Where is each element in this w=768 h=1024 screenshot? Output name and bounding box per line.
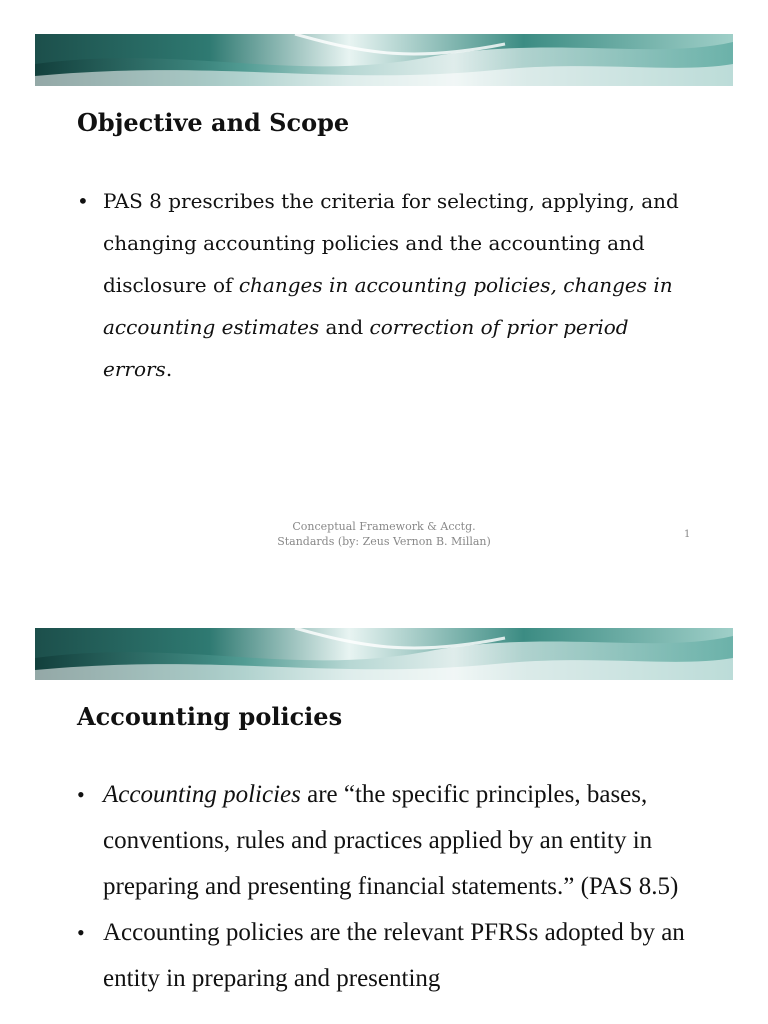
slide-footer bbox=[248, 519, 520, 549]
bullet-text-1: PAS 8 prescribes the criteria for selecting, applying, and changing accounting policies and the accounting and disclosure of bbox=[103, 189, 679, 297]
bullet-item bbox=[77, 180, 697, 390]
bullet-text-2: and bbox=[319, 315, 370, 339]
bullet-dot-icon: • bbox=[77, 189, 89, 213]
bullet-list bbox=[77, 772, 707, 1002]
bullet-item bbox=[77, 772, 707, 910]
bullet-text-italic-1: changes in accounting policies, changes in accounting estimates bbox=[103, 273, 673, 339]
slide-2 bbox=[0, 592, 768, 1024]
bullet-text-italic-2: correction of prior period errors bbox=[103, 315, 629, 381]
bullet-list bbox=[77, 180, 697, 390]
bullet-text: Accounting policies are the relevant PFRSs adopted by an entity in preparing and presenting bbox=[103, 919, 685, 992]
bullet-text: are “the specific principles, bases, conventions, rules and practices applied by an entity in preparing and presenting financial statements.” (PAS 8.5) bbox=[103, 781, 679, 900]
bullet-item bbox=[77, 910, 707, 1002]
bullet-dot-icon: • bbox=[77, 920, 85, 945]
bullet-dot-icon: • bbox=[77, 782, 85, 807]
slide-header-banner bbox=[35, 34, 733, 86]
footer-line-1: Conceptual Framework & Acctg. bbox=[292, 520, 476, 533]
slide-header-banner bbox=[35, 628, 733, 680]
footer-line-2: Standards (by: Zeus Vernon B. Millan) bbox=[277, 535, 491, 548]
page-number: 1 bbox=[684, 529, 691, 540]
slide-title: Objective and Scope bbox=[77, 108, 350, 137]
bullet-term-italic: Accounting policies bbox=[103, 781, 301, 808]
slide-title: Accounting policies bbox=[77, 702, 343, 731]
bullet-text-3: . bbox=[165, 357, 173, 381]
